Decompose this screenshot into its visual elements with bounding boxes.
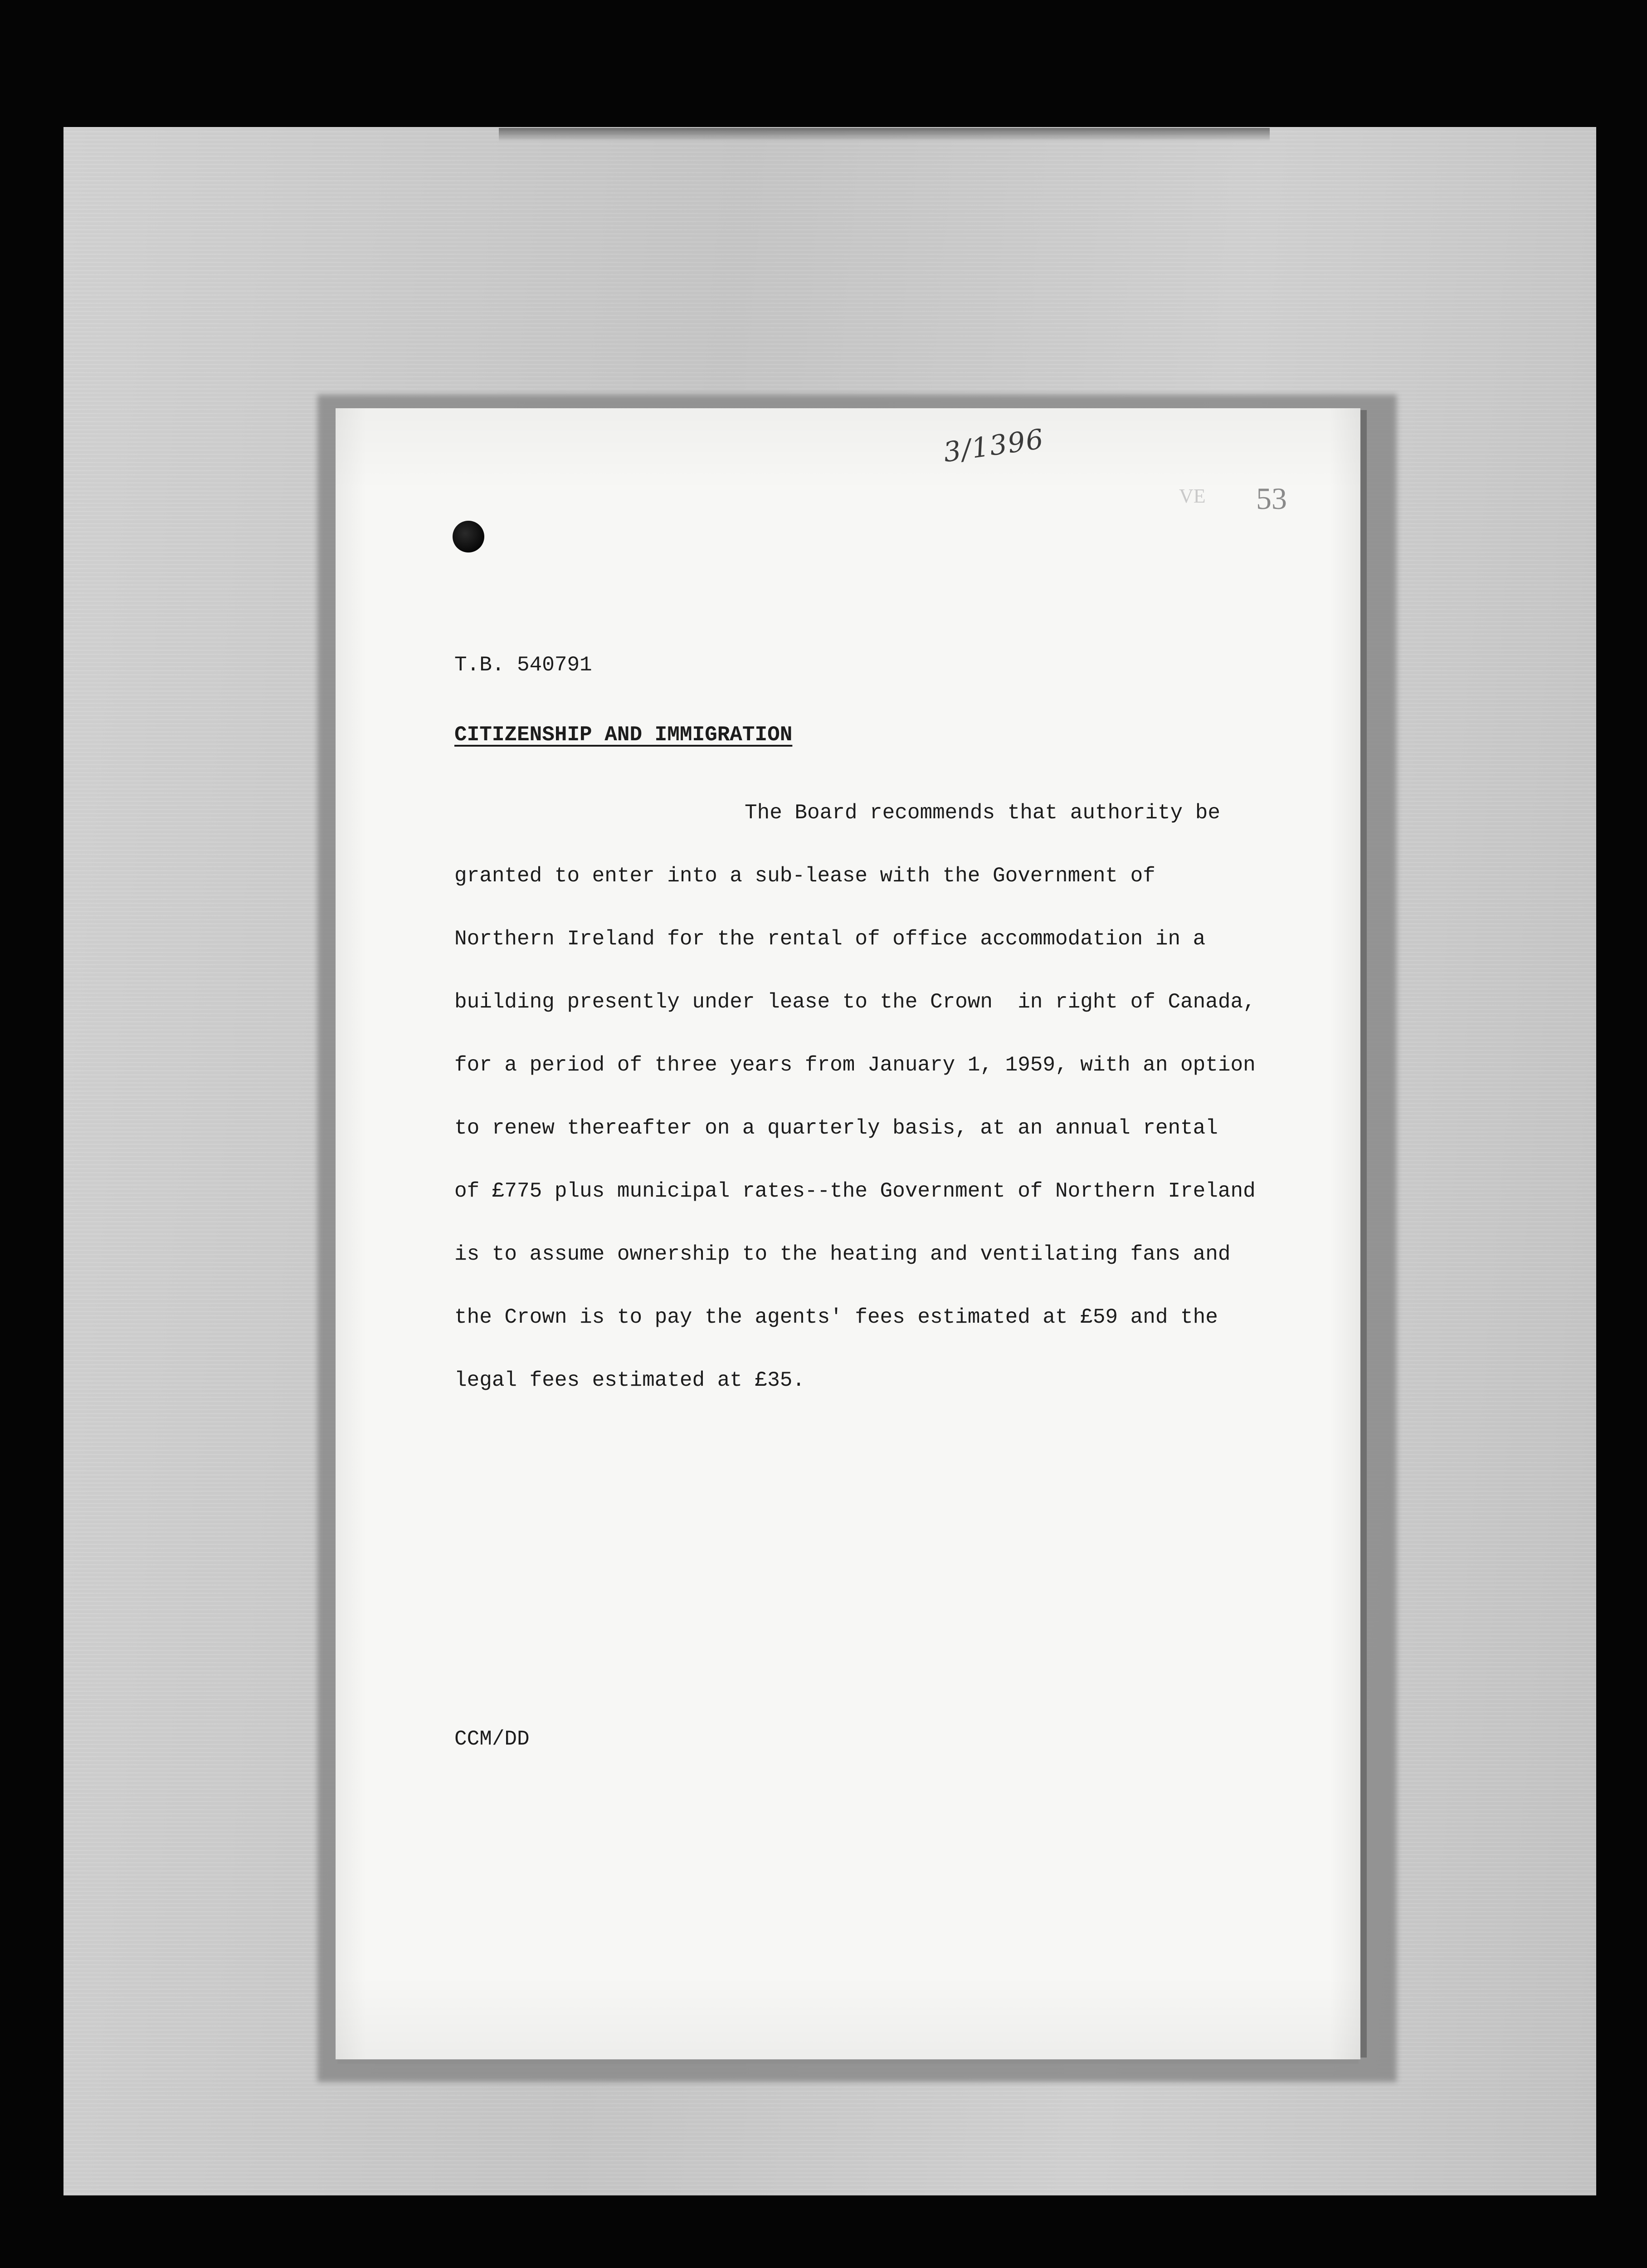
treasury-board-reference: T.B. 540791 [454, 653, 592, 677]
body-line: to renew thereafter on a quarterly basis, at an annual rental [454, 1116, 1218, 1140]
body-line: is to assume ownership to the heating and ventilating fans and [454, 1242, 1231, 1266]
body-line: Northern Ireland for the rental of office accommodation in a [454, 927, 1206, 951]
body-line: the Crown is to pay the agents' fees estimated at £59 and the [454, 1305, 1218, 1329]
document-heading: CITIZENSHIP AND IMMIGRATION [454, 723, 793, 747]
page-number: 53 [1256, 481, 1287, 516]
document-page [336, 408, 1360, 2059]
backing-sheet-top-shadow [499, 128, 1270, 142]
body-line: for a period of three years from January 1, 1959, with an option [454, 1053, 1256, 1077]
handwritten-file-reference: 3/1396 [941, 423, 1046, 469]
recommendation-paragraph [454, 799, 1316, 1430]
body-line: of £775 plus municipal rates--the Government of Northern Ireland [454, 1179, 1256, 1203]
punch-hole-icon [453, 521, 484, 552]
body-line: building presently under lease to the Crown in right of Canada, [454, 990, 1256, 1014]
body-line: The Board recommends that authority be [745, 801, 1220, 825]
typist-initials: CCM/DD [454, 1727, 530, 1751]
body-line: legal fees estimated at £35. [454, 1369, 805, 1392]
faint-stamp-mark: VE [1179, 485, 1206, 507]
body-line: granted to enter into a sub-lease with the Government of [454, 864, 1155, 888]
